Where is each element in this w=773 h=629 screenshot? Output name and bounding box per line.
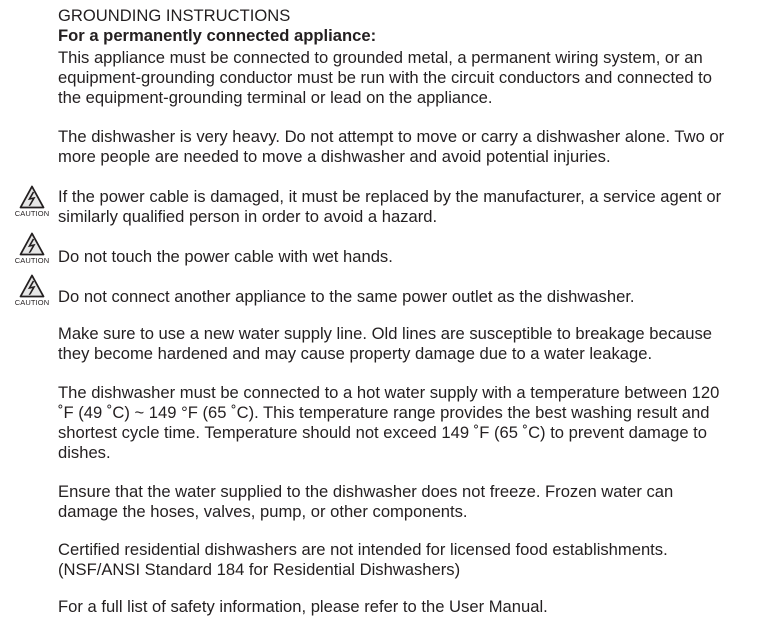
caution-badge	[12, 274, 52, 316]
electric-shock-warning-icon	[19, 185, 45, 209]
caution-badge	[12, 232, 52, 274]
section-heading: GROUNDING INSTRUCTIONS	[58, 6, 291, 25]
electric-shock-warning-icon	[19, 232, 45, 256]
section-subheading: For a permanently connected appliance:	[58, 26, 377, 45]
electric-shock-warning-icon	[19, 274, 45, 298]
caution-label: CAUTION	[14, 209, 50, 218]
caution-label: CAUTION	[14, 256, 50, 265]
caution-badge	[12, 185, 52, 227]
caution-label: CAUTION	[14, 298, 50, 307]
